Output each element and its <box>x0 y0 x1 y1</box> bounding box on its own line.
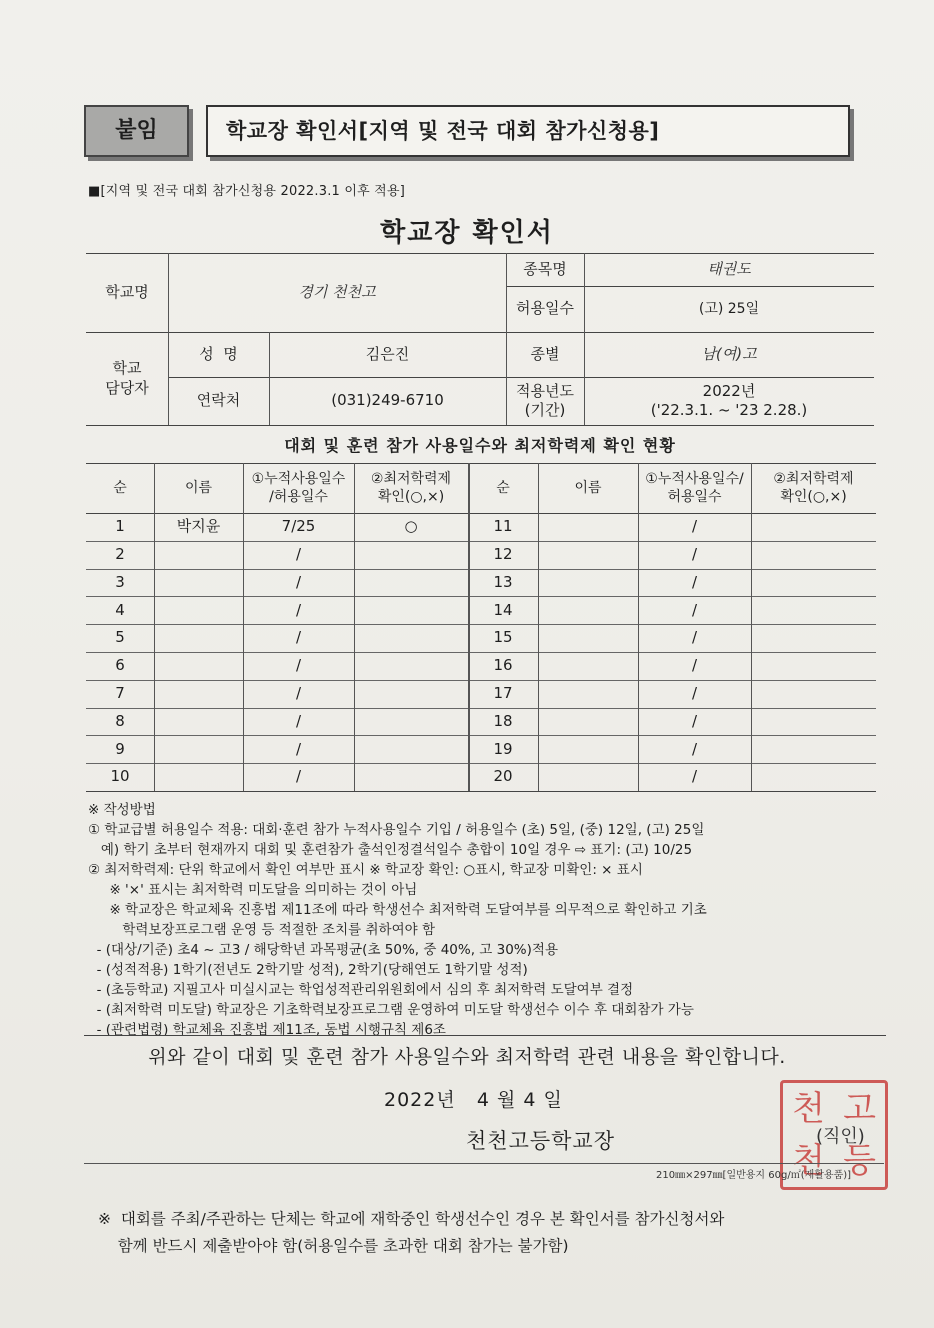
row-name-right <box>538 652 638 680</box>
row-days-right: / <box>691 683 698 702</box>
row-no: 4 <box>115 600 125 619</box>
instruction-line: - (대상/기준) 초4 ~ 고3 / 해당학년 과목평균(초 50%, 중 40%, 고 30%)적용 <box>88 942 558 958</box>
name-label: 성 명 <box>199 344 238 363</box>
seal-char: 등 <box>843 1141 876 1181</box>
row-check-right <box>751 735 876 763</box>
row-name-right <box>538 569 638 597</box>
row-check <box>354 569 468 597</box>
instruction-line: - (최저학력 미도달) 학교장은 기초학력보장프로그램 운영하여 미도달 학생선수 이수 후 대회참가 가능 <box>88 1002 694 1018</box>
row-check <box>354 763 468 791</box>
applicable-note: ■[지역 및 전국 대회 참가신청용 2022.3.1 이후 적용] <box>88 184 405 199</box>
staff-label <box>86 332 168 425</box>
row-days-right: / <box>691 517 698 536</box>
row-days-right: / <box>691 739 698 758</box>
row-check-right <box>751 708 876 736</box>
row-no: 6 <box>115 656 125 675</box>
staff-label-line-2: 담당자 <box>105 378 149 397</box>
confirm-statement: 위와 같이 대회 및 훈련 참가 사용일수와 최저학력 관련 내용을 확인합니다. <box>148 1046 786 1068</box>
header-no: 순 <box>113 479 127 496</box>
row-days: / <box>295 628 302 647</box>
row-days-right: / <box>691 628 698 647</box>
row-check-right <box>751 513 876 541</box>
row-no-right: 12 <box>493 544 513 563</box>
row-days: / <box>295 544 302 563</box>
header-no-right: 순 <box>496 479 510 496</box>
row-days: / <box>295 683 302 702</box>
instruction-line: - (성적적용) 1학기(전년도 2학기말 성적), 2학기(당해연도 1학기말 성적) <box>88 962 528 978</box>
row-name <box>154 735 243 763</box>
row-no-right: 19 <box>493 739 513 758</box>
header-check-right-line: ②최저학력제 <box>773 470 854 487</box>
row-days: / <box>295 711 302 730</box>
row-days-right: / <box>691 711 698 730</box>
instruction-line: 예) 학기 초부터 현재까지 대회 및 훈련참가 출석인정결석일수 총합이 10일 경우 ⇨ 표기: (고) 10/25 <box>88 842 693 858</box>
row-no-right: 11 <box>493 517 513 536</box>
row-name <box>154 569 243 597</box>
header-days <box>243 463 354 513</box>
row-check <box>354 735 468 763</box>
header-check-line: ②최저학력제 <box>370 470 452 487</box>
year-value-line-1: 2022년 <box>702 381 756 400</box>
row-days: / <box>295 739 302 758</box>
row-days: / <box>295 767 302 786</box>
school-label: 학교명 <box>105 282 149 301</box>
allowed-days-label: 허용일수 <box>516 299 574 318</box>
row-name-right <box>538 763 638 791</box>
row-check <box>354 596 468 624</box>
seal-char: 천 <box>792 1089 825 1129</box>
instruction-line: ※ 학교장은 학교체육 진흥법 제11조에 따라 학생선수 최저학력 도달여부를 의무적으로 확인하고 기초 <box>88 902 707 918</box>
instruction-line: ※ 작성방법 <box>88 802 156 818</box>
row-no: 3 <box>115 572 125 591</box>
instruction-line: - (관련법령) 학교체육 진흥법 제11조, 동법 시행규칙 제6조 <box>88 1022 446 1038</box>
header-check-right <box>751 463 876 513</box>
footer-note-line-2: 함께 반드시 제출받아야 함(허용일수를 초과한 대회 참가는 불가함) <box>98 1237 569 1255</box>
info-table <box>86 253 874 426</box>
instruction-line: ※ '×' 표시는 최저학력 미도달을 의미하는 것이 아님 <box>88 882 418 898</box>
row-check <box>354 541 468 569</box>
footer-note <box>98 1206 724 1260</box>
row-name-right <box>538 680 638 708</box>
row-check-right <box>751 652 876 680</box>
row-days-right: / <box>691 767 698 786</box>
row-no: 2 <box>115 544 125 563</box>
row-days: / <box>295 572 302 591</box>
row-no-right: 17 <box>493 683 513 702</box>
row-name <box>154 763 243 791</box>
seal-label: (직인) <box>816 1126 865 1147</box>
attachment-tag: 붙임 <box>84 105 189 157</box>
row-name <box>154 624 243 652</box>
row-name-right <box>538 541 638 569</box>
row-days-right: / <box>691 600 698 619</box>
sport-label: 종목명 <box>523 259 567 278</box>
row-name-right <box>538 735 638 763</box>
contact-value: (031)249-6710 <box>331 391 444 410</box>
row-days-right: / <box>691 544 698 563</box>
row-no-right: 15 <box>493 628 513 647</box>
header-check-line: 확인(○,×) <box>377 489 445 505</box>
instructions <box>88 800 888 1040</box>
year-label-line-2: (기간) <box>524 401 566 419</box>
header-days-line: ①누적사용일수 <box>251 470 346 487</box>
header-days-right-line: ①누적사용일수/ <box>645 470 744 487</box>
row-no: 10 <box>110 767 130 786</box>
row-name <box>154 652 243 680</box>
contact-label: 연락처 <box>196 391 241 410</box>
row-check-right <box>751 680 876 708</box>
year-label <box>506 377 584 425</box>
row-check: ○ <box>404 517 418 536</box>
row-check-right <box>751 763 876 791</box>
row-name <box>154 596 243 624</box>
row-check <box>354 624 468 652</box>
header-check <box>354 463 468 513</box>
row-no: 9 <box>115 739 125 758</box>
row-name <box>154 708 243 736</box>
row-name-right <box>538 513 638 541</box>
row-days-right: / <box>691 656 698 675</box>
name-value: 김은진 <box>365 344 410 363</box>
row-check-right <box>751 541 876 569</box>
row-days-right: / <box>691 572 698 591</box>
header-name: 이름 <box>184 479 213 496</box>
instruction-line: - (초등학교) 지필고사 미실시교는 학업성적관리위원회에서 심의 후 최저학력 도달여부 결정 <box>88 982 634 998</box>
row-name-right <box>538 624 638 652</box>
row-check-right <box>751 569 876 597</box>
row-check-right <box>751 596 876 624</box>
header-days-right <box>638 463 751 513</box>
header-days-right-line: 허용일수 <box>667 489 722 505</box>
signer-title: 천천고등학교장 <box>466 1129 616 1153</box>
instruction-line: 학력보장프로그램 운영 등 적절한 조치를 취하여야 함 <box>88 922 435 938</box>
document-title: 학교장 확인서 <box>380 218 554 248</box>
seal-char: 고 <box>843 1089 876 1129</box>
row-name-right <box>538 708 638 736</box>
instruction-line: ① 학교급별 허용일수 적용: 대회·훈련 참가 누적사용일수 기입 / 허용일수 (초) 5일, (중) 12일, (고) 25일 <box>88 822 705 838</box>
header-check-right-line: 확인(○,×) <box>780 489 847 505</box>
row-no: 8 <box>115 711 125 730</box>
row-no-right: 14 <box>493 600 513 619</box>
staff-label-line-1: 학교 <box>112 359 142 377</box>
row-check <box>354 652 468 680</box>
row-name-right <box>538 596 638 624</box>
issue-date: 2022년 4 월 4 일 <box>384 1089 563 1111</box>
row-check <box>354 680 468 708</box>
allowed-days-value: (고) 25일 <box>698 300 760 317</box>
row-no-right: 13 <box>493 572 513 591</box>
row-name <box>154 541 243 569</box>
row-days: / <box>295 600 302 619</box>
row-name <box>154 680 243 708</box>
section-title: 대회 및 훈련 참가 사용일수와 최저학력제 확인 현황 <box>284 436 676 455</box>
row-no: 5 <box>115 628 125 647</box>
row-name: 박지윤 <box>176 517 221 536</box>
school-value: 경기 천천고 <box>298 282 376 301</box>
row-no: 1 <box>115 517 125 536</box>
year-value <box>584 377 874 425</box>
row-check-right <box>751 624 876 652</box>
row-days: 7/25 <box>281 517 316 536</box>
row-no: 7 <box>115 683 125 702</box>
row-no-right: 20 <box>493 767 513 786</box>
header-name-right: 이름 <box>574 479 602 496</box>
seal-char: 천 <box>792 1141 825 1181</box>
row-no-right: 18 <box>493 711 513 730</box>
row-no-right: 16 <box>493 656 513 675</box>
usage-table <box>86 463 876 791</box>
instruction-line: ② 최저학력제: 단위 학교에서 확인 여부만 표시 ※ 학교장 확인: ○표시, 학교장 미확인: × 표시 <box>88 862 643 878</box>
paper-spec: 210㎜×297㎜[일반용지 60g/㎡(재활용품)] <box>656 1170 852 1181</box>
row-days: / <box>295 656 302 675</box>
row-check <box>354 708 468 736</box>
header-title: 학교장 확인서[지역 및 전국 대회 참가신청용] <box>206 105 850 157</box>
year-label-line-1: 적용년도 <box>516 381 574 400</box>
year-value-line-2: ('22.3.1. ~ '23 2.28.) <box>650 401 808 419</box>
footer-note-line-1: ※ 대회를 주최/주관하는 단체는 학교에 재학중인 학생선수인 경우 본 확인서를 참가신청서와 <box>98 1210 725 1228</box>
category-label: 종별 <box>530 344 560 363</box>
sport-value: 태권도 <box>707 259 751 278</box>
category-value: 남(여)고 <box>701 344 757 363</box>
header-days-line: /허용일수 <box>269 489 328 505</box>
